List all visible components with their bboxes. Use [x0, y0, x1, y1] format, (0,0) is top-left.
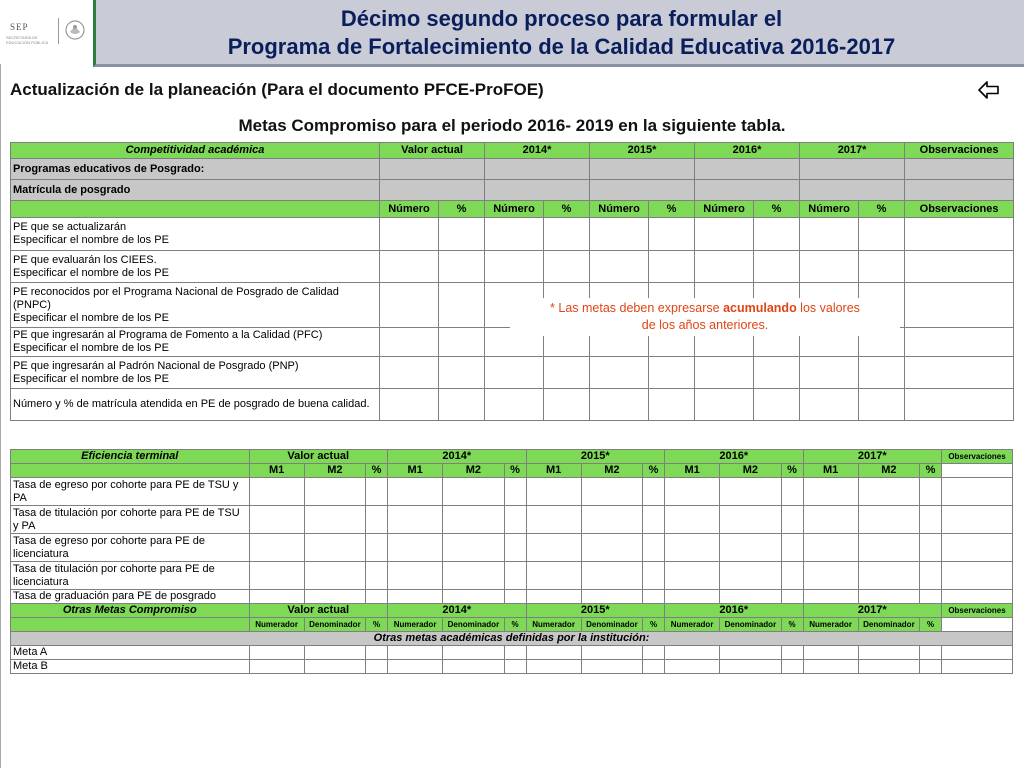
input-cell[interactable] [485, 251, 544, 283]
input-cell[interactable] [526, 590, 581, 604]
mexico-shield-icon [64, 18, 86, 42]
subheader-denominador: Denominador [720, 618, 781, 632]
subheader-denominador: Denominador [581, 618, 642, 632]
input-cell[interactable] [581, 590, 642, 604]
input-cell[interactable] [544, 357, 590, 389]
header-2014: 2014* [388, 604, 527, 618]
input-cell[interactable] [380, 218, 439, 251]
input-cell[interactable] [249, 478, 304, 506]
header-2016: 2016* [695, 143, 800, 159]
input-cell[interactable] [920, 646, 942, 660]
page-title-line1: Décimo segundo proceso para formular el [340, 6, 783, 31]
input-cell[interactable] [485, 357, 544, 389]
logo-divider [58, 18, 59, 44]
table-cell [485, 159, 590, 180]
subheader-m1: M1 [665, 464, 720, 478]
subheader-pct: % [781, 464, 803, 478]
input-cell[interactable] [643, 478, 665, 506]
input-cell[interactable] [781, 478, 803, 506]
input-cell[interactable] [388, 646, 443, 660]
input-cell[interactable] [905, 357, 1014, 389]
input-cell[interactable] [485, 218, 544, 251]
input-cell[interactable] [504, 562, 526, 590]
input-cell[interactable] [720, 660, 781, 674]
input-cell[interactable] [781, 590, 803, 604]
table-cell [695, 159, 800, 180]
input-cell[interactable] [504, 534, 526, 562]
input-cell[interactable] [803, 562, 858, 590]
sep-logo-subtext: SECRETARÍA DE EDUCACIÓN PÚBLICA [6, 35, 49, 45]
input-cell[interactable] [920, 590, 942, 604]
table-row-label: PE reconocidos por el Programa Nacional de Posgrado de Calidad (PNPC) Especificar el nombre de los PE [11, 283, 380, 328]
table-cell [905, 180, 1014, 201]
input-cell[interactable] [800, 389, 859, 421]
input-cell[interactable] [803, 478, 858, 506]
subheader-numerador: Numerador [665, 618, 720, 632]
input-cell[interactable] [942, 590, 1013, 604]
input-cell[interactable] [720, 534, 781, 562]
input-cell[interactable] [439, 218, 485, 251]
input-cell[interactable] [920, 478, 942, 506]
input-cell[interactable] [526, 506, 581, 534]
input-cell[interactable] [942, 660, 1013, 674]
subheader-pct: % [504, 464, 526, 478]
input-cell[interactable] [800, 357, 859, 389]
input-cell[interactable] [859, 218, 905, 251]
header-2016: 2016* [665, 604, 804, 618]
subheader-m1: M1 [249, 464, 304, 478]
input-cell[interactable] [249, 534, 304, 562]
input-cell[interactable] [803, 660, 858, 674]
input-cell[interactable] [526, 660, 581, 674]
input-cell[interactable] [905, 389, 1014, 421]
input-cell[interactable] [665, 562, 720, 590]
input-cell[interactable] [803, 590, 858, 604]
subheader-pct: % [544, 201, 590, 218]
input-cell[interactable] [803, 646, 858, 660]
input-cell[interactable] [249, 562, 304, 590]
header-2017: 2017* [800, 143, 905, 159]
subheader-numero: Número [380, 201, 439, 218]
input-cell[interactable] [643, 590, 665, 604]
subheader-m2: M2 [858, 464, 919, 478]
input-cell[interactable] [781, 660, 803, 674]
subheader-m1: M1 [388, 464, 443, 478]
input-cell[interactable] [665, 478, 720, 506]
input-cell[interactable] [643, 562, 665, 590]
table-row-label: PE que ingresarán al Padrón Nacional de Posgrado (PNP) Especificar el nombre de los PE [11, 357, 380, 389]
input-cell[interactable] [920, 562, 942, 590]
input-cell[interactable] [443, 590, 504, 604]
input-cell[interactable] [643, 646, 665, 660]
subheader-pct: % [781, 618, 803, 632]
input-cell[interactable] [859, 251, 905, 283]
input-cell[interactable] [304, 478, 365, 506]
input-cell[interactable] [905, 251, 1014, 283]
section-programas-posgrado: Programas educativos de Posgrado: [11, 159, 380, 180]
input-cell[interactable] [858, 660, 919, 674]
input-cell[interactable] [366, 562, 388, 590]
input-cell[interactable] [366, 590, 388, 604]
input-cell[interactable] [504, 660, 526, 674]
input-cell[interactable] [720, 562, 781, 590]
input-cell[interactable] [443, 534, 504, 562]
header-2015: 2015* [590, 143, 695, 159]
subheader-m1: M1 [803, 464, 858, 478]
eficiencia-table [10, 449, 1013, 674]
table-row-label: Tasa de titulación por cohorte para PE de licenciatura [11, 562, 250, 590]
input-cell[interactable] [439, 283, 485, 328]
input-cell[interactable] [526, 534, 581, 562]
input-cell[interactable] [754, 251, 800, 283]
subheader-denominador: Denominador [304, 618, 365, 632]
subheader-pct: % [643, 464, 665, 478]
input-cell[interactable] [695, 251, 754, 283]
input-cell[interactable] [920, 660, 942, 674]
input-cell[interactable] [858, 534, 919, 562]
input-cell[interactable] [803, 534, 858, 562]
input-cell[interactable] [781, 534, 803, 562]
subheader-denominador: Denominador [858, 618, 919, 632]
subheader-numerador: Numerador [526, 618, 581, 632]
table-cell [380, 159, 485, 180]
table-cell [800, 180, 905, 201]
subheader-numero: Número [485, 201, 544, 218]
input-cell[interactable] [526, 562, 581, 590]
input-cell[interactable] [439, 251, 485, 283]
slide-left-border [0, 64, 1, 768]
input-cell[interactable] [800, 218, 859, 251]
input-cell[interactable] [304, 562, 365, 590]
input-cell[interactable] [366, 660, 388, 674]
input-cell[interactable] [504, 590, 526, 604]
header-banner [93, 0, 1024, 67]
table-cell [485, 180, 590, 201]
subheader-pct: % [859, 201, 905, 218]
subheader-pct: % [649, 201, 695, 218]
input-cell[interactable] [388, 660, 443, 674]
input-cell[interactable] [942, 506, 1013, 534]
subheader-pct: % [920, 618, 942, 632]
header-2017: 2017* [803, 450, 942, 464]
input-cell[interactable] [720, 506, 781, 534]
note-emphasis: acumulando [723, 301, 797, 315]
table-row-label: PE que se actualizarán Especificar el nombre de los PE [11, 218, 380, 251]
input-cell[interactable] [439, 357, 485, 389]
subheader-pct: % [643, 618, 665, 632]
input-cell[interactable] [754, 389, 800, 421]
input-cell[interactable] [304, 506, 365, 534]
input-cell[interactable] [388, 506, 443, 534]
input-cell[interactable] [859, 357, 905, 389]
input-cell[interactable] [504, 506, 526, 534]
input-cell[interactable] [366, 506, 388, 534]
header-2015: 2015* [526, 450, 665, 464]
input-cell[interactable] [590, 218, 649, 251]
table-cell [590, 159, 695, 180]
table-cell [695, 180, 800, 201]
header-valor-actual: Valor actual [380, 143, 485, 159]
input-cell[interactable] [858, 646, 919, 660]
input-cell[interactable] [643, 534, 665, 562]
input-cell[interactable] [439, 328, 485, 357]
input-cell[interactable] [942, 534, 1013, 562]
input-cell[interactable] [249, 660, 304, 674]
subheader-observaciones: Observaciones [905, 201, 1014, 218]
input-cell[interactable] [249, 506, 304, 534]
input-cell[interactable] [581, 534, 642, 562]
input-cell[interactable] [695, 357, 754, 389]
input-cell[interactable] [366, 646, 388, 660]
input-cell[interactable] [380, 283, 439, 328]
input-cell[interactable] [649, 389, 695, 421]
header-valor-actual: Valor actual [249, 450, 388, 464]
input-cell[interactable] [581, 506, 642, 534]
table-row-label: Tasa de titulación por cohorte para PE de TSU y PA [11, 506, 250, 534]
input-cell[interactable] [366, 534, 388, 562]
input-cell[interactable] [649, 251, 695, 283]
subheader-numero: Número [590, 201, 649, 218]
header-eficiencia-terminal: Eficiencia terminal [11, 450, 250, 464]
input-cell[interactable] [581, 562, 642, 590]
input-cell[interactable] [439, 389, 485, 421]
subheader-numerador: Numerador [249, 618, 304, 632]
header-2017: 2017* [803, 604, 942, 618]
input-cell[interactable] [942, 562, 1013, 590]
table-row-label: PE que evaluarán los CIEES. Especificar el nombre de los PE [11, 251, 380, 283]
header-observaciones: Observaciones [942, 604, 1013, 618]
accumulation-note: * Las metas deben expresarse acumulando los valores de los años anteriores. [510, 298, 900, 336]
input-cell[interactable] [942, 478, 1013, 506]
input-cell[interactable] [304, 590, 365, 604]
input-cell[interactable] [781, 562, 803, 590]
input-cell[interactable] [665, 534, 720, 562]
subheader-pct: % [920, 464, 942, 478]
input-cell[interactable] [649, 357, 695, 389]
back-arrow-icon[interactable] [976, 78, 1002, 102]
input-cell[interactable] [544, 389, 590, 421]
input-cell[interactable] [920, 534, 942, 562]
subheader-pct: % [504, 618, 526, 632]
input-cell[interactable] [920, 506, 942, 534]
input-cell[interactable] [720, 478, 781, 506]
input-cell[interactable] [803, 506, 858, 534]
table-cell [11, 618, 250, 632]
page-title-line2: Programa de Fortalecimiento de la Calidad Educativa 2016-2017 [227, 34, 896, 59]
header-valor-actual: Valor actual [249, 604, 388, 618]
input-cell[interactable] [695, 218, 754, 251]
header-2016: 2016* [665, 450, 804, 464]
input-cell[interactable] [665, 660, 720, 674]
input-cell[interactable] [590, 251, 649, 283]
header-observaciones: Observaciones [905, 143, 1014, 159]
input-cell[interactable] [643, 506, 665, 534]
input-cell[interactable] [526, 478, 581, 506]
input-cell[interactable] [380, 251, 439, 283]
input-cell[interactable] [720, 646, 781, 660]
input-cell[interactable] [858, 562, 919, 590]
subheader-pct: % [366, 464, 388, 478]
input-cell[interactable] [800, 251, 859, 283]
subheader-pct: % [439, 201, 485, 218]
input-cell[interactable] [380, 328, 439, 357]
metas-title: Metas Compromiso para el periodo 2016- 2019 en la siguiente tabla. [238, 116, 786, 135]
input-cell[interactable] [905, 283, 1014, 328]
sep-logo-text: SEP [10, 22, 29, 32]
input-cell[interactable] [858, 506, 919, 534]
input-cell[interactable] [380, 357, 439, 389]
input-cell[interactable] [249, 646, 304, 660]
table-cell [905, 159, 1014, 180]
input-cell[interactable] [665, 646, 720, 660]
input-cell[interactable] [388, 534, 443, 562]
input-cell[interactable] [249, 590, 304, 604]
subheader-denominador: Denominador [443, 618, 504, 632]
table-cell [590, 180, 695, 201]
subheader-m2: M2 [304, 464, 365, 478]
input-cell[interactable] [443, 562, 504, 590]
input-cell[interactable] [754, 357, 800, 389]
input-cell[interactable] [443, 646, 504, 660]
subheader-pct: % [366, 618, 388, 632]
input-cell[interactable] [388, 590, 443, 604]
section-otras-metas-institucion: Otras metas académicas definidas por la institución: [11, 632, 1013, 646]
table-cell [800, 159, 905, 180]
header-observaciones: Observaciones [942, 450, 1013, 464]
input-cell[interactable] [905, 328, 1014, 357]
header-2015: 2015* [526, 604, 665, 618]
input-cell[interactable] [443, 506, 504, 534]
section-subtitle: Actualización de la planeación (Para el documento PFCE-ProFOE) [10, 80, 544, 99]
input-cell[interactable] [581, 646, 642, 660]
input-cell[interactable] [649, 218, 695, 251]
header-2014: 2014* [485, 143, 590, 159]
input-cell[interactable] [544, 251, 590, 283]
input-cell[interactable] [504, 646, 526, 660]
input-cell[interactable] [443, 660, 504, 674]
input-cell[interactable] [695, 389, 754, 421]
table-row-label: PE que ingresarán al Programa de Fomento a la Calidad (PFC) Especificar el nombre de los PE [11, 328, 380, 357]
subheader-m2: M2 [581, 464, 642, 478]
input-cell[interactable] [304, 534, 365, 562]
input-cell[interactable] [590, 389, 649, 421]
input-cell[interactable] [858, 590, 919, 604]
input-cell[interactable] [388, 562, 443, 590]
input-cell[interactable] [859, 389, 905, 421]
header-2014: 2014* [388, 450, 527, 464]
sep-logo [0, 0, 92, 62]
input-cell[interactable] [643, 660, 665, 674]
input-cell[interactable] [754, 218, 800, 251]
input-cell[interactable] [304, 660, 365, 674]
table-row-label: Tasa de egreso por cohorte para PE de TSU y PA [11, 478, 250, 506]
input-cell[interactable] [781, 646, 803, 660]
subheader-pct: % [754, 201, 800, 218]
competitividad-table [10, 142, 1014, 421]
input-cell[interactable] [388, 478, 443, 506]
table-cell [942, 618, 1013, 632]
input-cell[interactable] [858, 478, 919, 506]
input-cell[interactable] [485, 389, 544, 421]
table-row-label: Meta B [11, 660, 250, 674]
table-row-label: Tasa de graduación para PE de posgrado [11, 590, 250, 604]
input-cell[interactable] [443, 478, 504, 506]
table-cell [942, 464, 1013, 478]
input-cell[interactable] [942, 646, 1013, 660]
input-cell[interactable] [720, 590, 781, 604]
input-cell[interactable] [590, 357, 649, 389]
table-row-label: Número y % de matrícula atendida en PE de posgrado de buena calidad. [11, 389, 380, 421]
input-cell[interactable] [526, 646, 581, 660]
header-otras-metas: Otras Metas Compromiso [11, 604, 250, 618]
subheader-numerador: Numerador [803, 618, 858, 632]
input-cell[interactable] [581, 478, 642, 506]
subheader-numero: Número [800, 201, 859, 218]
input-cell[interactable] [665, 590, 720, 604]
subheader-m2: M2 [720, 464, 781, 478]
input-cell[interactable] [504, 478, 526, 506]
input-cell[interactable] [366, 478, 388, 506]
subheader-numero: Número [695, 201, 754, 218]
input-cell[interactable] [781, 506, 803, 534]
input-cell[interactable] [380, 389, 439, 421]
table-row-label: Tasa de egreso por cohorte para PE de licenciatura [11, 534, 250, 562]
table-cell [380, 180, 485, 201]
input-cell[interactable] [544, 218, 590, 251]
section-matricula-posgrado: Matrícula de posgrado [11, 180, 380, 201]
table-cell [11, 464, 250, 478]
input-cell[interactable] [304, 646, 365, 660]
subheader-m1: M1 [526, 464, 581, 478]
input-cell[interactable] [905, 218, 1014, 251]
input-cell[interactable] [665, 506, 720, 534]
table-row-label: Meta A [11, 646, 250, 660]
table-cell [11, 201, 380, 218]
input-cell[interactable] [581, 660, 642, 674]
header-competitividad: Competitividad académica [11, 143, 380, 159]
subheader-m2: M2 [443, 464, 504, 478]
subheader-numerador: Numerador [388, 618, 443, 632]
